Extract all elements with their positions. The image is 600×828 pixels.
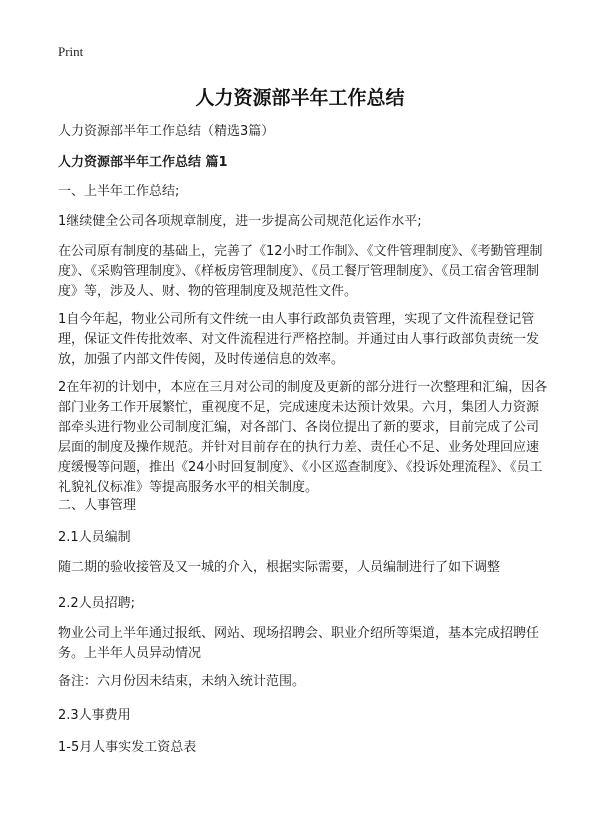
section-heading: 人力资源部半年工作总结 篇1	[58, 155, 228, 170]
heading-staffing: 2.1人员编制	[58, 530, 131, 545]
note: 备注：六月份因未结束，未纳入统计范围。	[58, 674, 306, 689]
paragraph-annual-plan: 2在年初的计划中，本应在三月对公司的制度及更新的部分进行一次整理和汇编，因各部门业务工作开展繁忙，重视度不足，完成速度未达预计效果。六月，集团人力资源部牵头进行物业公司制度汇编，对各部门、各岗位提出了新的要求，目前完成了公司层面的制度及操作规范。并针对目前存在的执行力差、责任心不足、业务处理回应速度缓慢等问题，推出《24小时回复制度》、《小区巡查制度》、《投诉处理流程》、《员工礼貌礼仪标准》等提高服务水平的相关制度。	[58, 380, 548, 495]
paragraph-document-management: 1自今年起，物业公司所有文件统一由人事行政部负责管理，实现了文件流程登记管理，保证文件传批效率、对文件流程进行严格控制。并通过由人事行政部负责统一发放，加强了内部文件传阅，及时传递信息的效率。	[58, 312, 540, 367]
document-subtitle: 人力资源部半年工作总结（精选3篇）	[58, 124, 275, 139]
heading-recruitment: 2.2人员招聘;	[58, 596, 136, 611]
heading-personnel-costs: 2.3人事费用	[58, 708, 131, 723]
paragraph-rules-list: 在公司原有制度的基础上，完善了《12小时工作制》、《文件管理制度》、《考勤管理制度》、《采购管理制度》、《样板房管理制度》、《员工餐厅管理制度》、《员工宿舍管理制度》等，涉及人、财、物的管理制度及规范性文件。	[58, 244, 543, 299]
item-rules-improvement: 1继续健全公司各项规章制度，进一步提高公司规范化运作水平;	[58, 214, 422, 229]
paragraph-recruitment: 物业公司上半年通过报纸、网站、现场招聘会、职业介绍所等渠道，基本完成招聘任务。上半年人员异动情况	[58, 626, 540, 661]
paragraph-salary-table: 1-5月人事实发工资总表	[58, 740, 197, 755]
paragraph-staffing-adjustment: 随二期的验收接管及又一城的介入，根据实际需要，人员编制进行了如下调整	[58, 560, 501, 575]
document-title: 人力资源部半年工作总结	[195, 87, 405, 109]
print-link[interactable]: Print	[58, 44, 84, 59]
heading-first-half-summary: 一、上半年工作总结;	[58, 184, 180, 199]
heading-personnel-management: 二、人事管理	[58, 498, 137, 513]
